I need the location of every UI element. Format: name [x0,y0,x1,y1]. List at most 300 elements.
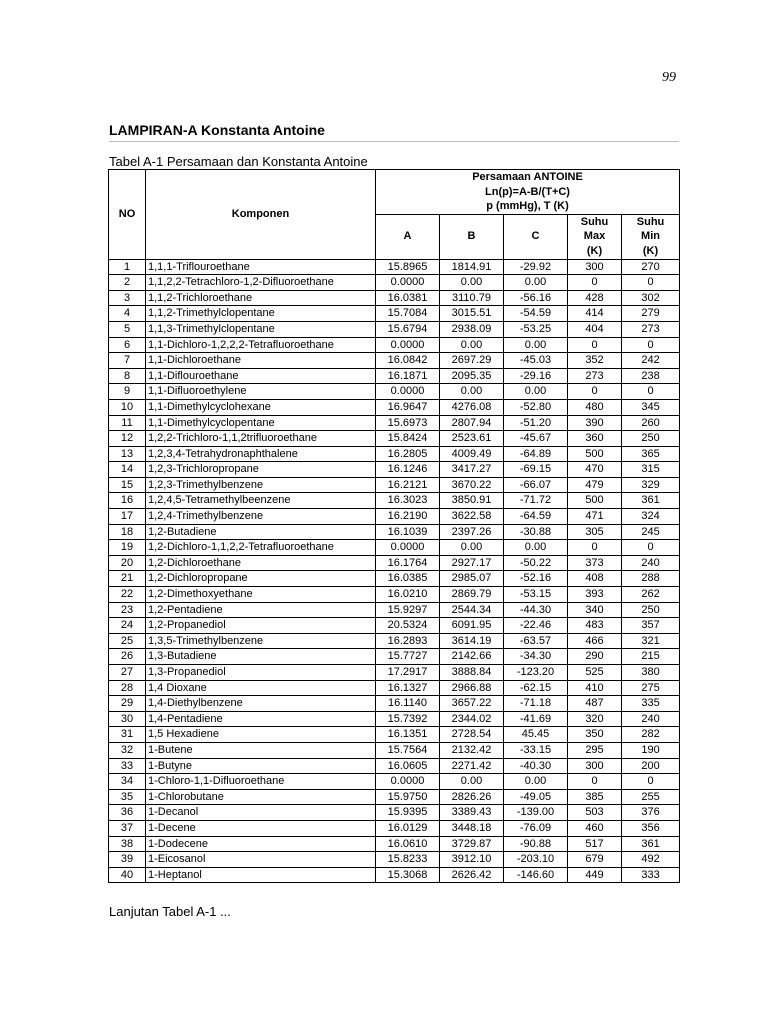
table-row [109,711,680,727]
cell-c: -34.30 [504,649,568,665]
cell-suhu-max: 410 [568,680,622,696]
cell-komponen: 1,2-Dichloro-1,1,2,2-Tetrafluoroethane [146,540,376,556]
header-suhu-min-line1: Suhu [636,215,665,228]
cell-a: 16.0610 [376,836,440,852]
cell-a: 15.8965 [376,259,440,275]
cell-c: -22.46 [504,618,568,634]
cell-no: 32 [109,742,146,758]
table-row [109,602,680,618]
cell-suhu-max: 352 [568,353,622,369]
cell-komponen: 1-Chloro-1,1-Difluoroethane [146,774,376,790]
header-suhu-max-line2: Max [583,230,606,243]
cell-a: 16.1764 [376,555,440,571]
table-row [109,275,680,291]
cell-suhu-min: 329 [622,477,680,493]
table-row [109,259,680,275]
cell-b: 2869.79 [440,587,504,603]
cell-b: 2826.26 [440,789,504,805]
cell-komponen: 1,2,4-Trimethylbenzene [146,509,376,525]
cell-no: 27 [109,665,146,681]
cell-suhu-min: 0 [622,540,680,556]
cell-b: 2271.42 [440,758,504,774]
cell-no: 25 [109,633,146,649]
table-row [109,399,680,415]
cell-b: 0.00 [440,774,504,790]
cell-a: 0.0000 [376,337,440,353]
cell-suhu-max: 0 [568,540,622,556]
table-row [109,649,680,665]
table-row [109,789,680,805]
cell-b: 4276.08 [440,399,504,415]
cell-suhu-min: 190 [622,742,680,758]
cell-suhu-min: 288 [622,571,680,587]
cell-no: 14 [109,462,146,478]
cell-no: 37 [109,820,146,836]
cell-a: 15.7727 [376,649,440,665]
cell-suhu-min: 376 [622,805,680,821]
cell-no: 11 [109,415,146,431]
cell-c: -29.92 [504,259,568,275]
cell-c: -146.60 [504,867,568,883]
cell-a: 16.2121 [376,477,440,493]
cell-suhu-min: 380 [622,665,680,681]
cell-a: 0.0000 [376,774,440,790]
cell-komponen: 1,2-Butadiene [146,524,376,540]
cell-no: 18 [109,524,146,540]
cell-suhu-min: 279 [622,306,680,322]
cell-c: -44.30 [504,602,568,618]
table-row [109,524,680,540]
cell-b: 2807.94 [440,415,504,431]
cell-suhu-min: 0 [622,275,680,291]
cell-c: -62.15 [504,680,568,696]
cell-no: 6 [109,337,146,353]
cell-no: 7 [109,353,146,369]
cell-b: 3912.10 [440,852,504,868]
cell-suhu-min: 333 [622,867,680,883]
cell-b: 2938.09 [440,321,504,337]
cell-no: 28 [109,680,146,696]
cell-c: -139.00 [504,805,568,821]
table-row [109,555,680,571]
cell-b: 3614.19 [440,633,504,649]
cell-c: -71.72 [504,493,568,509]
page-number: 99 [662,70,676,85]
cell-no: 33 [109,758,146,774]
cell-suhu-min: 250 [622,602,680,618]
cell-a: 16.1140 [376,696,440,712]
cell-c: -52.80 [504,399,568,415]
cell-suhu-max: 273 [568,368,622,384]
cell-komponen: 1-Decene [146,820,376,836]
cell-suhu-max: 500 [568,493,622,509]
cell-suhu-max: 500 [568,446,622,462]
cell-komponen: 1,2,2-Trichloro-1,1,2trifluoroethane [146,431,376,447]
cell-b: 3389.43 [440,805,504,821]
cell-suhu-min: 273 [622,321,680,337]
cell-b: 3417.27 [440,462,504,478]
cell-komponen: 1,4-Pentadiene [146,711,376,727]
cell-no: 8 [109,368,146,384]
cell-suhu-min: 492 [622,852,680,868]
cell-c: -45.67 [504,431,568,447]
table-row [109,836,680,852]
table-row [109,587,680,603]
table-row [109,384,680,400]
table-row [109,290,680,306]
table-row [109,477,680,493]
cell-b: 2344.02 [440,711,504,727]
cell-a: 16.1039 [376,524,440,540]
cell-a: 15.7392 [376,711,440,727]
table-row [109,852,680,868]
cell-a: 15.9297 [376,602,440,618]
cell-suhu-max: 525 [568,665,622,681]
table-row [109,665,680,681]
cell-suhu-max: 360 [568,431,622,447]
antoine-table [108,169,680,883]
cell-komponen: 1,3-Propanediol [146,665,376,681]
cell-c: -203.10 [504,852,568,868]
cell-komponen: 1,2-Pentadiene [146,602,376,618]
cell-suhu-min: 345 [622,399,680,415]
cell-b: 2966.88 [440,680,504,696]
cell-suhu-min: 245 [622,524,680,540]
cell-suhu-max: 487 [568,696,622,712]
cell-c: -53.15 [504,587,568,603]
cell-no: 29 [109,696,146,712]
header-suhu-max-line3: (K) [586,244,603,257]
cell-c: -64.59 [504,509,568,525]
cell-b: 2927.17 [440,555,504,571]
cell-suhu-max: 471 [568,509,622,525]
cell-suhu-max: 0 [568,337,622,353]
header-b: B [440,214,504,259]
cell-suhu-max: 0 [568,384,622,400]
cell-a: 16.0381 [376,290,440,306]
cell-b: 0.00 [440,540,504,556]
cell-b: 2626.42 [440,867,504,883]
table-row [109,867,680,883]
table-row [109,493,680,509]
cell-suhu-max: 408 [568,571,622,587]
cell-komponen: 1,1,1-Triflouroethane [146,259,376,275]
cell-no: 23 [109,602,146,618]
cell-c: -123.20 [504,665,568,681]
cell-suhu-max: 0 [568,275,622,291]
cell-a: 16.0129 [376,820,440,836]
cell-c: -40.30 [504,758,568,774]
cell-b: 2397.26 [440,524,504,540]
cell-b: 2985.07 [440,571,504,587]
cell-no: 34 [109,774,146,790]
cell-a: 16.2805 [376,446,440,462]
header-a: A [376,214,440,259]
cell-b: 0.00 [440,275,504,291]
cell-suhu-min: 238 [622,368,680,384]
cell-suhu-min: 255 [622,789,680,805]
cell-komponen: 1-Butene [146,742,376,758]
cell-suhu-min: 240 [622,711,680,727]
table-row [109,446,680,462]
cell-suhu-min: 335 [622,696,680,712]
cell-c: -53.25 [504,321,568,337]
cell-c: -29.16 [504,368,568,384]
cell-a: 0.0000 [376,540,440,556]
cell-c: 0.00 [504,275,568,291]
cell-komponen: 1-Decanol [146,805,376,821]
cell-suhu-max: 300 [568,758,622,774]
cell-komponen: 1,2-Dichloroethane [146,555,376,571]
cell-komponen: 1,2,3-Trimethylbenzene [146,477,376,493]
cell-komponen: 1,2,4,5-Tetramethylbeenzene [146,493,376,509]
cell-komponen: 1,5 Hexadiene [146,727,376,743]
cell-no: 5 [109,321,146,337]
header-c: C [504,214,568,259]
cell-suhu-max: 483 [568,618,622,634]
cell-no: 15 [109,477,146,493]
cell-c: -76.09 [504,820,568,836]
cell-a: 16.2190 [376,509,440,525]
cell-komponen: 1,4-Diethylbenzene [146,696,376,712]
table-row [109,306,680,322]
cell-a: 15.6973 [376,415,440,431]
cell-b: 2095.35 [440,368,504,384]
cell-komponen: 1-Eicosanol [146,852,376,868]
cell-b: 3888.84 [440,665,504,681]
table-row [109,368,680,384]
cell-komponen: 1,4 Dioxane [146,680,376,696]
cell-no: 19 [109,540,146,556]
cell-suhu-min: 365 [622,446,680,462]
cell-komponen: 1,1-Dimethylcyclohexane [146,399,376,415]
cell-c: 45.45 [504,727,568,743]
cell-suhu-min: 0 [622,774,680,790]
cell-no: 9 [109,384,146,400]
cell-komponen: 1,1,3-Trimethylclopentane [146,321,376,337]
cell-a: 16.0842 [376,353,440,369]
cell-a: 16.1246 [376,462,440,478]
cell-c: -30.88 [504,524,568,540]
cell-c: -45.03 [504,353,568,369]
cell-c: -50.22 [504,555,568,571]
cell-komponen: 1,1,2-Trichloroethane [146,290,376,306]
cell-b: 3448.18 [440,820,504,836]
header-equation-formula: Ln(p)=A-B/(T+C) [485,185,570,198]
cell-no: 4 [109,306,146,322]
cell-c: -71.18 [504,696,568,712]
cell-b: 3657.22 [440,696,504,712]
cell-no: 24 [109,618,146,634]
cell-no: 20 [109,555,146,571]
cell-suhu-max: 517 [568,836,622,852]
cell-suhu-min: 260 [622,415,680,431]
cell-c: 0.00 [504,384,568,400]
cell-no: 39 [109,852,146,868]
cell-b: 6091.95 [440,618,504,634]
cell-a: 17.2917 [376,665,440,681]
cell-b: 2544.34 [440,602,504,618]
cell-c: -54.59 [504,306,568,322]
cell-suhu-max: 414 [568,306,622,322]
table-row [109,431,680,447]
cell-suhu-min: 250 [622,431,680,447]
cell-suhu-max: 373 [568,555,622,571]
cell-suhu-max: 460 [568,820,622,836]
cell-a: 16.2893 [376,633,440,649]
cell-komponen: 1,2,3,4-Tetrahydronaphthalene [146,446,376,462]
table-row [109,805,680,821]
cell-no: 2 [109,275,146,291]
cell-b: 2697.29 [440,353,504,369]
header-suhu-min-line3: (K) [642,244,659,257]
header-equation [376,170,680,215]
header-suhu-min-line2: Min [641,230,660,243]
cell-suhu-max: 300 [568,259,622,275]
cell-suhu-max: 503 [568,805,622,821]
header-suhu-max [568,214,622,259]
cell-no: 13 [109,446,146,462]
cell-komponen: 1,1-Diflouroethane [146,368,376,384]
cell-c: -51.20 [504,415,568,431]
cell-a: 16.0605 [376,758,440,774]
header-suhu-max-line1: Suhu [580,215,609,228]
table-row [109,633,680,649]
header-no: NO [109,170,146,260]
continuation-note: Lanjutan Tabel A-1 ... [109,904,231,919]
cell-a: 15.9395 [376,805,440,821]
cell-komponen: 1,2-Dichloropropane [146,571,376,587]
cell-b: 3850.91 [440,493,504,509]
cell-no: 36 [109,805,146,821]
cell-komponen: 1,3,5-Trimethylbenzene [146,633,376,649]
table-row [109,353,680,369]
cell-a: 16.9647 [376,399,440,415]
cell-b: 0.00 [440,337,504,353]
cell-komponen: 1,1,2-Trimethylclopentane [146,306,376,322]
cell-suhu-min: 302 [622,290,680,306]
cell-c: -64.89 [504,446,568,462]
cell-c: 0.00 [504,540,568,556]
cell-c: -41.69 [504,711,568,727]
table-row [109,742,680,758]
cell-a: 16.1871 [376,368,440,384]
cell-suhu-min: 240 [622,555,680,571]
table-row [109,337,680,353]
cell-no: 1 [109,259,146,275]
header-equation-units: p (mmHg), T (K) [486,200,569,213]
cell-suhu-max: 428 [568,290,622,306]
cell-suhu-max: 679 [568,852,622,868]
cell-no: 10 [109,399,146,415]
cell-komponen: 1,1-Dichloro-1,2,2,2-Tetrafluoroethane [146,337,376,353]
cell-komponen: 1-Chlorobutane [146,789,376,805]
table-row [109,509,680,525]
cell-komponen: 1-Heptanol [146,867,376,883]
cell-no: 35 [109,789,146,805]
cell-komponen: 1,1-Dichloroethane [146,353,376,369]
cell-no: 40 [109,867,146,883]
cell-komponen: 1,2-Propanediol [146,618,376,634]
cell-b: 4009.49 [440,446,504,462]
cell-suhu-max: 404 [568,321,622,337]
cell-komponen: 1,1-Difluoroethylene [146,384,376,400]
cell-suhu-max: 320 [568,711,622,727]
table-row [109,727,680,743]
cell-suhu-max: 470 [568,462,622,478]
cell-b: 0.00 [440,384,504,400]
cell-a: 20.5324 [376,618,440,634]
cell-suhu-max: 295 [568,742,622,758]
cell-komponen: 1,1-Dimethylcyclopentane [146,415,376,431]
cell-c: -63.57 [504,633,568,649]
cell-c: -56.16 [504,290,568,306]
cell-c: 0.00 [504,337,568,353]
table-row [109,540,680,556]
cell-b: 2728.54 [440,727,504,743]
cell-c: -66.07 [504,477,568,493]
cell-a: 16.1351 [376,727,440,743]
table-row [109,571,680,587]
cell-suhu-min: 315 [622,462,680,478]
table-row [109,820,680,836]
cell-suhu-max: 479 [568,477,622,493]
cell-komponen: 1,2-Dimethoxyethane [146,587,376,603]
cell-b: 3729.87 [440,836,504,852]
cell-b: 3015.51 [440,306,504,322]
cell-b: 2523.61 [440,431,504,447]
cell-suhu-min: 357 [622,618,680,634]
cell-b: 3622.58 [440,509,504,525]
cell-suhu-min: 361 [622,836,680,852]
cell-b: 3110.79 [440,290,504,306]
table-row [109,774,680,790]
cell-suhu-min: 324 [622,509,680,525]
cell-a: 0.0000 [376,275,440,291]
table-row [109,618,680,634]
cell-a: 15.7084 [376,306,440,322]
cell-b: 1814.91 [440,259,504,275]
cell-a: 15.6794 [376,321,440,337]
cell-komponen: 1,1,2,2-Tetrachloro-1,2-Difluoroethane [146,275,376,291]
cell-a: 16.1327 [376,680,440,696]
cell-komponen: 1,2,3-Trichloropropane [146,462,376,478]
cell-c: -33.15 [504,742,568,758]
cell-a: 15.8233 [376,852,440,868]
cell-a: 16.0385 [376,571,440,587]
table-body [109,259,680,883]
table-row [109,758,680,774]
header-equation-title: Persamaan ANTOINE [472,171,583,183]
cell-suhu-max: 480 [568,399,622,415]
cell-b: 3670.22 [440,477,504,493]
cell-komponen: 1-Dodecene [146,836,376,852]
cell-komponen: 1-Butyne [146,758,376,774]
cell-c: -69.15 [504,462,568,478]
table-row [109,696,680,712]
cell-suhu-min: 262 [622,587,680,603]
cell-suhu-min: 270 [622,259,680,275]
cell-no: 22 [109,587,146,603]
cell-no: 21 [109,571,146,587]
cell-komponen: 1,3-Butadiene [146,649,376,665]
cell-suhu-min: 242 [622,353,680,369]
cell-a: 16.0210 [376,587,440,603]
table-row [109,680,680,696]
cell-a: 15.3068 [376,867,440,883]
section-title: LAMPIRAN-A Konstanta Antoine [109,122,679,142]
table-row [109,321,680,337]
